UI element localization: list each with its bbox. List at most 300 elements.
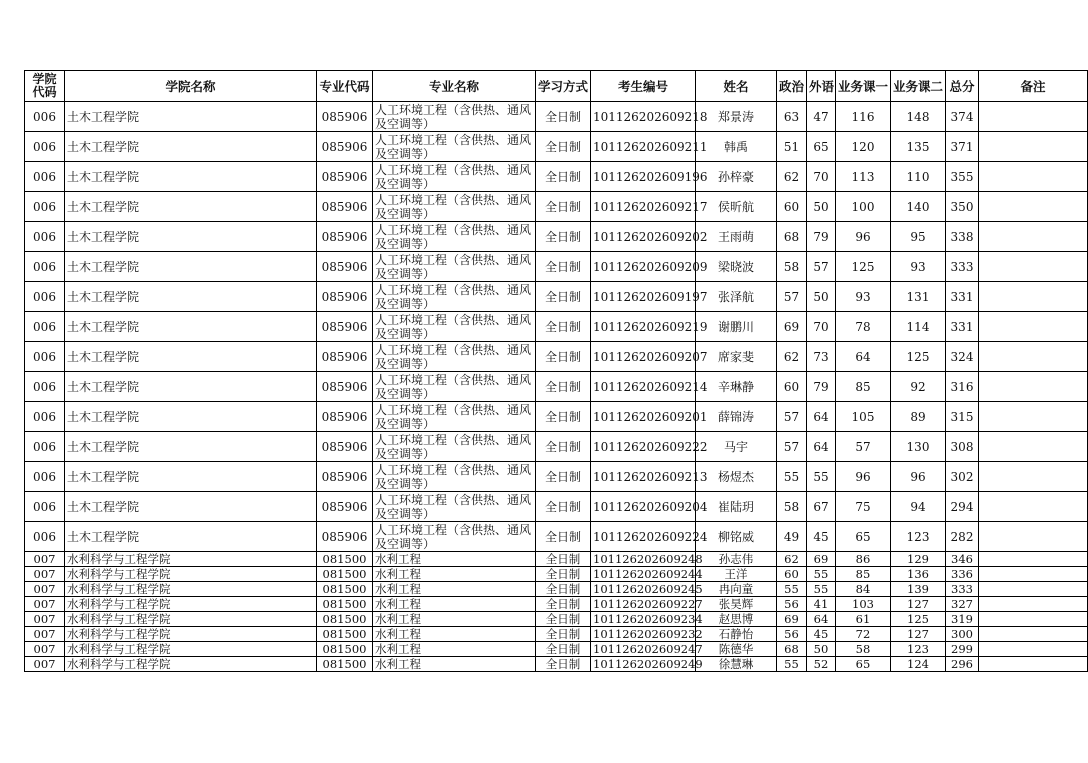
cell-foreign-language: 70 bbox=[807, 312, 836, 342]
cell-politics: 62 bbox=[777, 162, 807, 192]
cell-course-two: 123 bbox=[891, 522, 946, 552]
cell-name: 赵思博 bbox=[696, 612, 777, 627]
cell-college-name: 水利科学与工程学院 bbox=[65, 612, 317, 627]
cell-course-one: 103 bbox=[836, 597, 891, 612]
cell-foreign-language: 55 bbox=[807, 462, 836, 492]
cell-remarks bbox=[979, 402, 1088, 432]
score-sheet bbox=[24, 70, 1046, 672]
table-row bbox=[25, 372, 1088, 402]
cell-major-code: 081500 bbox=[317, 627, 373, 642]
cell-exam-id: 101126202609227 bbox=[591, 597, 696, 612]
table-row bbox=[25, 582, 1088, 597]
header-major-code: 专业代码 bbox=[317, 71, 373, 102]
cell-major-code: 081500 bbox=[317, 642, 373, 657]
cell-college-code: 007 bbox=[25, 642, 65, 657]
cell-study-mode: 全日制 bbox=[536, 342, 591, 372]
cell-total: 346 bbox=[946, 552, 979, 567]
table-row bbox=[25, 597, 1088, 612]
cell-politics: 68 bbox=[777, 642, 807, 657]
cell-foreign-language: 55 bbox=[807, 582, 836, 597]
cell-foreign-language: 73 bbox=[807, 342, 836, 372]
cell-major-code: 085906 bbox=[317, 492, 373, 522]
cell-name: 孙梓豪 bbox=[696, 162, 777, 192]
header-major-name: 专业名称 bbox=[373, 71, 536, 102]
cell-name: 韩禹 bbox=[696, 132, 777, 162]
cell-college-name: 土木工程学院 bbox=[65, 432, 317, 462]
cell-major-name: 人工环境工程（含供热、通风及空调等） bbox=[373, 192, 536, 222]
cell-study-mode: 全日制 bbox=[536, 222, 591, 252]
cell-remarks bbox=[979, 612, 1088, 627]
cell-major-name: 水利工程 bbox=[373, 657, 536, 672]
cell-politics: 55 bbox=[777, 462, 807, 492]
cell-course-two: 92 bbox=[891, 372, 946, 402]
cell-college-name: 土木工程学院 bbox=[65, 252, 317, 282]
cell-exam-id: 101126202609217 bbox=[591, 192, 696, 222]
table-header-row bbox=[25, 71, 1088, 102]
cell-course-two: 125 bbox=[891, 342, 946, 372]
table-row bbox=[25, 132, 1088, 162]
cell-major-name: 水利工程 bbox=[373, 597, 536, 612]
cell-politics: 56 bbox=[777, 627, 807, 642]
cell-study-mode: 全日制 bbox=[536, 462, 591, 492]
cell-college-name: 水利科学与工程学院 bbox=[65, 552, 317, 567]
cell-major-code: 085906 bbox=[317, 342, 373, 372]
cell-politics: 57 bbox=[777, 282, 807, 312]
cell-remarks bbox=[979, 102, 1088, 132]
cell-college-name: 水利科学与工程学院 bbox=[65, 582, 317, 597]
cell-college-code: 006 bbox=[25, 522, 65, 552]
cell-course-two: 135 bbox=[891, 132, 946, 162]
cell-exam-id: 101126202609197 bbox=[591, 282, 696, 312]
cell-exam-id: 101126202609244 bbox=[591, 567, 696, 582]
cell-foreign-language: 79 bbox=[807, 222, 836, 252]
cell-course-one: 84 bbox=[836, 582, 891, 597]
cell-college-code: 006 bbox=[25, 432, 65, 462]
table-row bbox=[25, 312, 1088, 342]
cell-name: 席家斐 bbox=[696, 342, 777, 372]
cell-course-two: 95 bbox=[891, 222, 946, 252]
cell-study-mode: 全日制 bbox=[536, 582, 591, 597]
cell-name: 谢鹏川 bbox=[696, 312, 777, 342]
header-course-two: 业务课二 bbox=[891, 71, 946, 102]
cell-remarks bbox=[979, 312, 1088, 342]
cell-study-mode: 全日制 bbox=[536, 192, 591, 222]
cell-college-code: 007 bbox=[25, 627, 65, 642]
cell-exam-id: 101126202609247 bbox=[591, 642, 696, 657]
table-row bbox=[25, 342, 1088, 372]
cell-course-one: 75 bbox=[836, 492, 891, 522]
cell-name: 石静怡 bbox=[696, 627, 777, 642]
cell-foreign-language: 64 bbox=[807, 402, 836, 432]
cell-total: 324 bbox=[946, 342, 979, 372]
cell-college-name: 土木工程学院 bbox=[65, 492, 317, 522]
cell-course-one: 96 bbox=[836, 222, 891, 252]
cell-major-code: 085906 bbox=[317, 312, 373, 342]
table-row bbox=[25, 462, 1088, 492]
cell-course-two: 124 bbox=[891, 657, 946, 672]
cell-study-mode: 全日制 bbox=[536, 567, 591, 582]
cell-college-name: 土木工程学院 bbox=[65, 192, 317, 222]
cell-major-name: 人工环境工程（含供热、通风及空调等） bbox=[373, 252, 536, 282]
cell-course-one: 72 bbox=[836, 627, 891, 642]
cell-course-one: 100 bbox=[836, 192, 891, 222]
cell-major-name: 水利工程 bbox=[373, 582, 536, 597]
cell-major-name: 水利工程 bbox=[373, 567, 536, 582]
cell-course-one: 61 bbox=[836, 612, 891, 627]
cell-college-code: 006 bbox=[25, 372, 65, 402]
cell-course-two: 131 bbox=[891, 282, 946, 312]
cell-foreign-language: 64 bbox=[807, 612, 836, 627]
cell-course-two: 129 bbox=[891, 552, 946, 567]
cell-course-two: 94 bbox=[891, 492, 946, 522]
cell-name: 陈德华 bbox=[696, 642, 777, 657]
cell-study-mode: 全日制 bbox=[536, 597, 591, 612]
cell-major-code: 085906 bbox=[317, 102, 373, 132]
cell-major-code: 081500 bbox=[317, 597, 373, 612]
cell-course-one: 125 bbox=[836, 252, 891, 282]
cell-name: 王洋 bbox=[696, 567, 777, 582]
cell-remarks bbox=[979, 462, 1088, 492]
cell-major-code: 081500 bbox=[317, 582, 373, 597]
cell-major-name: 人工环境工程（含供热、通风及空调等） bbox=[373, 402, 536, 432]
cell-college-code: 006 bbox=[25, 192, 65, 222]
cell-exam-id: 101126202609209 bbox=[591, 252, 696, 282]
cell-college-name: 土木工程学院 bbox=[65, 282, 317, 312]
cell-remarks bbox=[979, 252, 1088, 282]
cell-foreign-language: 55 bbox=[807, 567, 836, 582]
table-body bbox=[25, 102, 1088, 672]
cell-college-code: 006 bbox=[25, 312, 65, 342]
cell-college-name: 土木工程学院 bbox=[65, 462, 317, 492]
cell-total: 282 bbox=[946, 522, 979, 552]
cell-college-code: 007 bbox=[25, 582, 65, 597]
cell-study-mode: 全日制 bbox=[536, 612, 591, 627]
cell-major-code: 085906 bbox=[317, 252, 373, 282]
cell-college-code: 007 bbox=[25, 567, 65, 582]
cell-college-name: 土木工程学院 bbox=[65, 342, 317, 372]
table-row bbox=[25, 552, 1088, 567]
cell-course-one: 120 bbox=[836, 132, 891, 162]
cell-study-mode: 全日制 bbox=[536, 252, 591, 282]
table-row bbox=[25, 642, 1088, 657]
cell-course-two: 140 bbox=[891, 192, 946, 222]
admission-score-table bbox=[24, 70, 1088, 672]
cell-total: 308 bbox=[946, 432, 979, 462]
cell-college-code: 007 bbox=[25, 657, 65, 672]
cell-major-name: 人工环境工程（含供热、通风及空调等） bbox=[373, 492, 536, 522]
cell-study-mode: 全日制 bbox=[536, 162, 591, 192]
header-college-name: 学院名称 bbox=[65, 71, 317, 102]
cell-name: 徐慧琳 bbox=[696, 657, 777, 672]
cell-total: 294 bbox=[946, 492, 979, 522]
cell-course-one: 58 bbox=[836, 642, 891, 657]
cell-total: 300 bbox=[946, 627, 979, 642]
cell-major-name: 人工环境工程（含供热、通风及空调等） bbox=[373, 342, 536, 372]
cell-course-one: 57 bbox=[836, 432, 891, 462]
cell-course-one: 64 bbox=[836, 342, 891, 372]
cell-college-name: 土木工程学院 bbox=[65, 402, 317, 432]
cell-politics: 60 bbox=[777, 567, 807, 582]
cell-college-name: 土木工程学院 bbox=[65, 372, 317, 402]
cell-college-code: 007 bbox=[25, 612, 65, 627]
cell-study-mode: 全日制 bbox=[536, 432, 591, 462]
cell-total: 296 bbox=[946, 657, 979, 672]
cell-major-code: 085906 bbox=[317, 522, 373, 552]
cell-politics: 60 bbox=[777, 192, 807, 222]
cell-exam-id: 101126202609196 bbox=[591, 162, 696, 192]
cell-major-code: 085906 bbox=[317, 282, 373, 312]
cell-major-code: 081500 bbox=[317, 657, 373, 672]
cell-major-name: 人工环境工程（含供热、通风及空调等） bbox=[373, 522, 536, 552]
cell-name: 张泽航 bbox=[696, 282, 777, 312]
cell-exam-id: 101126202609214 bbox=[591, 372, 696, 402]
cell-college-code: 006 bbox=[25, 252, 65, 282]
cell-remarks bbox=[979, 492, 1088, 522]
cell-course-two: 123 bbox=[891, 642, 946, 657]
cell-course-two: 89 bbox=[891, 402, 946, 432]
cell-major-name: 人工环境工程（含供热、通风及空调等） bbox=[373, 222, 536, 252]
cell-total: 333 bbox=[946, 252, 979, 282]
cell-name: 杨煜杰 bbox=[696, 462, 777, 492]
table-row bbox=[25, 657, 1088, 672]
cell-major-name: 人工环境工程（含供热、通风及空调等） bbox=[373, 372, 536, 402]
cell-college-name: 土木工程学院 bbox=[65, 522, 317, 552]
cell-major-code: 081500 bbox=[317, 567, 373, 582]
cell-exam-id: 101126202609201 bbox=[591, 402, 696, 432]
cell-foreign-language: 79 bbox=[807, 372, 836, 402]
cell-total: 374 bbox=[946, 102, 979, 132]
cell-remarks bbox=[979, 627, 1088, 642]
cell-exam-id: 101126202609224 bbox=[591, 522, 696, 552]
cell-exam-id: 101126202609248 bbox=[591, 552, 696, 567]
cell-remarks bbox=[979, 192, 1088, 222]
cell-course-two: 148 bbox=[891, 102, 946, 132]
cell-college-code: 006 bbox=[25, 222, 65, 252]
cell-course-two: 114 bbox=[891, 312, 946, 342]
cell-college-name: 土木工程学院 bbox=[65, 222, 317, 252]
table-row bbox=[25, 192, 1088, 222]
cell-college-name: 水利科学与工程学院 bbox=[65, 567, 317, 582]
cell-remarks bbox=[979, 522, 1088, 552]
cell-name: 郑景涛 bbox=[696, 102, 777, 132]
header-name: 姓名 bbox=[696, 71, 777, 102]
cell-total: 355 bbox=[946, 162, 979, 192]
cell-study-mode: 全日制 bbox=[536, 522, 591, 552]
header-remarks: 备注 bbox=[979, 71, 1088, 102]
cell-politics: 49 bbox=[777, 522, 807, 552]
cell-course-two: 139 bbox=[891, 582, 946, 597]
cell-politics: 58 bbox=[777, 252, 807, 282]
cell-college-code: 006 bbox=[25, 162, 65, 192]
cell-foreign-language: 65 bbox=[807, 132, 836, 162]
cell-remarks bbox=[979, 162, 1088, 192]
table-row bbox=[25, 612, 1088, 627]
cell-total: 299 bbox=[946, 642, 979, 657]
cell-foreign-language: 64 bbox=[807, 432, 836, 462]
table-row bbox=[25, 522, 1088, 552]
cell-study-mode: 全日制 bbox=[536, 657, 591, 672]
cell-major-name: 人工环境工程（含供热、通风及空调等） bbox=[373, 132, 536, 162]
cell-major-code: 081500 bbox=[317, 552, 373, 567]
cell-college-name: 水利科学与工程学院 bbox=[65, 642, 317, 657]
cell-course-two: 96 bbox=[891, 462, 946, 492]
cell-course-one: 105 bbox=[836, 402, 891, 432]
cell-college-name: 水利科学与工程学院 bbox=[65, 657, 317, 672]
header-total: 总分 bbox=[946, 71, 979, 102]
cell-course-one: 85 bbox=[836, 372, 891, 402]
cell-exam-id: 101126202609213 bbox=[591, 462, 696, 492]
cell-college-name: 土木工程学院 bbox=[65, 162, 317, 192]
cell-study-mode: 全日制 bbox=[536, 132, 591, 162]
cell-foreign-language: 41 bbox=[807, 597, 836, 612]
cell-total: 338 bbox=[946, 222, 979, 252]
cell-course-one: 65 bbox=[836, 522, 891, 552]
cell-course-two: 136 bbox=[891, 567, 946, 582]
cell-course-two: 125 bbox=[891, 612, 946, 627]
cell-exam-id: 101126202609234 bbox=[591, 612, 696, 627]
table-row bbox=[25, 627, 1088, 642]
cell-foreign-language: 69 bbox=[807, 552, 836, 567]
cell-total: 331 bbox=[946, 282, 979, 312]
cell-remarks bbox=[979, 432, 1088, 462]
cell-course-two: 110 bbox=[891, 162, 946, 192]
header-politics: 政治 bbox=[777, 71, 807, 102]
cell-politics: 51 bbox=[777, 132, 807, 162]
cell-major-code: 081500 bbox=[317, 612, 373, 627]
cell-college-name: 土木工程学院 bbox=[65, 102, 317, 132]
table-row bbox=[25, 432, 1088, 462]
cell-politics: 55 bbox=[777, 657, 807, 672]
cell-foreign-language: 45 bbox=[807, 627, 836, 642]
cell-politics: 69 bbox=[777, 312, 807, 342]
cell-college-code: 006 bbox=[25, 402, 65, 432]
cell-remarks bbox=[979, 597, 1088, 612]
cell-college-code: 007 bbox=[25, 597, 65, 612]
cell-remarks bbox=[979, 282, 1088, 312]
cell-foreign-language: 67 bbox=[807, 492, 836, 522]
cell-politics: 69 bbox=[777, 612, 807, 627]
cell-college-code: 006 bbox=[25, 132, 65, 162]
header-foreign-language: 外语 bbox=[807, 71, 836, 102]
cell-college-name: 水利科学与工程学院 bbox=[65, 597, 317, 612]
cell-major-name: 人工环境工程（含供热、通风及空调等） bbox=[373, 162, 536, 192]
table-row bbox=[25, 492, 1088, 522]
cell-major-code: 085906 bbox=[317, 372, 373, 402]
cell-major-name: 人工环境工程（含供热、通风及空调等） bbox=[373, 102, 536, 132]
cell-total: 371 bbox=[946, 132, 979, 162]
cell-total: 327 bbox=[946, 597, 979, 612]
cell-course-two: 130 bbox=[891, 432, 946, 462]
cell-study-mode: 全日制 bbox=[536, 552, 591, 567]
cell-name: 冉向童 bbox=[696, 582, 777, 597]
cell-major-name: 人工环境工程（含供热、通风及空调等） bbox=[373, 462, 536, 492]
cell-college-code: 006 bbox=[25, 342, 65, 372]
cell-study-mode: 全日制 bbox=[536, 372, 591, 402]
cell-name: 侯昕航 bbox=[696, 192, 777, 222]
cell-remarks bbox=[979, 132, 1088, 162]
cell-foreign-language: 50 bbox=[807, 642, 836, 657]
cell-name: 柳铭威 bbox=[696, 522, 777, 552]
cell-name: 梁晓波 bbox=[696, 252, 777, 282]
cell-foreign-language: 57 bbox=[807, 252, 836, 282]
cell-exam-id: 101126202609245 bbox=[591, 582, 696, 597]
header-course-one: 业务课一 bbox=[836, 71, 891, 102]
cell-college-code: 006 bbox=[25, 492, 65, 522]
cell-total: 302 bbox=[946, 462, 979, 492]
cell-politics: 57 bbox=[777, 402, 807, 432]
cell-major-name: 水利工程 bbox=[373, 642, 536, 657]
cell-major-name: 人工环境工程（含供热、通风及空调等） bbox=[373, 432, 536, 462]
table-row bbox=[25, 567, 1088, 582]
cell-exam-id: 101126202609222 bbox=[591, 432, 696, 462]
cell-course-one: 65 bbox=[836, 657, 891, 672]
cell-major-name: 人工环境工程（含供热、通风及空调等） bbox=[373, 282, 536, 312]
cell-total: 316 bbox=[946, 372, 979, 402]
cell-name: 张昊辉 bbox=[696, 597, 777, 612]
cell-name: 崔陆玥 bbox=[696, 492, 777, 522]
cell-major-name: 水利工程 bbox=[373, 612, 536, 627]
cell-exam-id: 101126202609207 bbox=[591, 342, 696, 372]
cell-course-one: 93 bbox=[836, 282, 891, 312]
cell-course-one: 78 bbox=[836, 312, 891, 342]
cell-study-mode: 全日制 bbox=[536, 312, 591, 342]
cell-politics: 60 bbox=[777, 372, 807, 402]
cell-major-name: 水利工程 bbox=[373, 552, 536, 567]
cell-politics: 57 bbox=[777, 432, 807, 462]
cell-remarks bbox=[979, 642, 1088, 657]
cell-foreign-language: 50 bbox=[807, 192, 836, 222]
cell-foreign-language: 70 bbox=[807, 162, 836, 192]
table-row bbox=[25, 282, 1088, 312]
cell-college-code: 006 bbox=[25, 282, 65, 312]
cell-total: 319 bbox=[946, 612, 979, 627]
cell-course-one: 96 bbox=[836, 462, 891, 492]
cell-politics: 68 bbox=[777, 222, 807, 252]
cell-name: 薛锦涛 bbox=[696, 402, 777, 432]
cell-remarks bbox=[979, 552, 1088, 567]
cell-course-one: 116 bbox=[836, 102, 891, 132]
cell-exam-id: 101126202609218 bbox=[591, 102, 696, 132]
cell-remarks bbox=[979, 342, 1088, 372]
cell-politics: 63 bbox=[777, 102, 807, 132]
cell-remarks bbox=[979, 222, 1088, 252]
cell-politics: 62 bbox=[777, 552, 807, 567]
cell-major-code: 085906 bbox=[317, 132, 373, 162]
cell-politics: 55 bbox=[777, 582, 807, 597]
cell-study-mode: 全日制 bbox=[536, 642, 591, 657]
cell-study-mode: 全日制 bbox=[536, 102, 591, 132]
cell-total: 331 bbox=[946, 312, 979, 342]
cell-major-code: 085906 bbox=[317, 432, 373, 462]
cell-exam-id: 101126202609219 bbox=[591, 312, 696, 342]
cell-study-mode: 全日制 bbox=[536, 492, 591, 522]
header-exam-id: 考生编号 bbox=[591, 71, 696, 102]
cell-total: 333 bbox=[946, 582, 979, 597]
cell-college-code: 006 bbox=[25, 102, 65, 132]
cell-foreign-language: 52 bbox=[807, 657, 836, 672]
cell-course-two: 93 bbox=[891, 252, 946, 282]
cell-exam-id: 101126202609202 bbox=[591, 222, 696, 252]
cell-course-one: 113 bbox=[836, 162, 891, 192]
cell-name: 辛琳静 bbox=[696, 372, 777, 402]
cell-foreign-language: 47 bbox=[807, 102, 836, 132]
cell-remarks bbox=[979, 582, 1088, 597]
cell-foreign-language: 45 bbox=[807, 522, 836, 552]
cell-exam-id: 101126202609204 bbox=[591, 492, 696, 522]
table-row bbox=[25, 222, 1088, 252]
table-row bbox=[25, 102, 1088, 132]
cell-major-code: 085906 bbox=[317, 462, 373, 492]
